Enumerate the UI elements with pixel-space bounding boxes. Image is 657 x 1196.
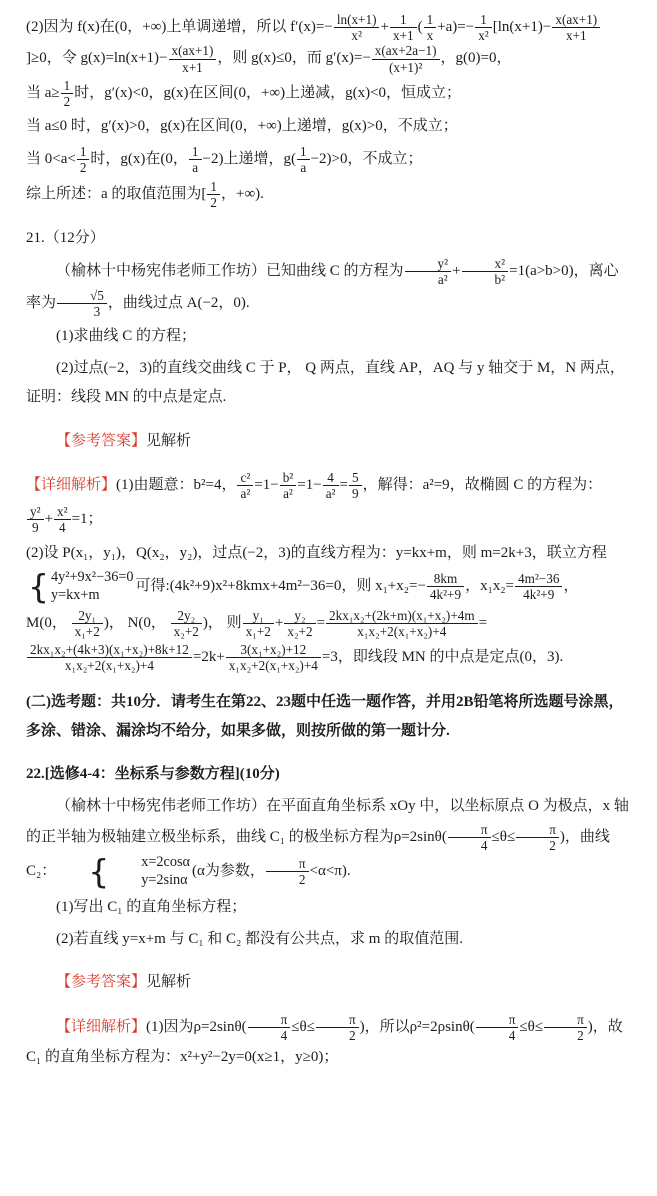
fraction: $\frac{8km}{\text{4k²+9}}$ [427,571,464,602]
fraction: $\frac{1}{x}$ [424,12,437,43]
fraction: $\frac{x(ax+1)}{x+1}$ [169,43,217,74]
fraction: $\frac{5}{9}$ [349,470,362,501]
fraction: $\frac{1}{2}$ [61,78,74,109]
section2-choice-note [26,688,631,747]
prob22-statement [26,792,631,890]
fraction: $\frac{x(ax+2a-1)}{\text{(x+1)²}}$ [372,43,440,74]
prob22-analysis [26,1012,631,1073]
text-run: (1)求曲线 C 的方程； [56,327,196,344]
fraction: $\frac{\pi}{2}$ [316,1012,359,1043]
fraction: $\frac{\text{y₂}}{\text{x₂+2}}$ [284,608,315,639]
text-run: 见解析 [146,432,192,449]
fraction: $\frac{\pi}{4}$ [248,1012,291,1043]
text-run: 当 a≥ $\frac{1}{2}$ 时，g′(x)<0，g(x)在区间(0，+∞)上递减，g(x)<0，恒成立； [26,77,462,109]
text-run: M(0， $\frac{\text{2y₁}}{\text{x₁+2}}$ )， N(0， $\frac{\text{2y₂}}{\text{x₂+2}}$ )， 则 $\frac{\text{y₁}}{\text{x₁+2}}$ + $\frac{\text{y₂}}{\text{x₂+2}}$ = $\frac{\text{2kx₁x₂+(2k+m)(x₁+x₂)+4m}}{\text{x₁x₂+2(x₁+x₂)+4}}$ = [26,607,488,640]
brace-glyph: { [28,566,49,606]
prob20-step2 [26,12,631,75]
brace-glyph: { [88,851,110,891]
text-run: 见解析 [146,974,192,991]
prob20-case1 [26,78,631,109]
prob22-q1 [26,893,631,922]
answer-label: 【详细解析】 [56,1018,147,1035]
text-run: $\frac{\text{2kx₁x₂+(4k+3)(x₁+x₂)+8k+12}}{\text{x₁x₂+2(x₁+x₂)+4}}$ =2k+ $\frac{\text{3(x₁+x₂)+12}}{\text{x₁x₂+2(x₁+x₂)+4}}$ =3，即线段 MN 的中点是定点(0，3). [26,649,563,665]
prob22-header [26,760,631,789]
text-run: 21.（12分） [26,229,105,246]
prob21-analysis-part2b [26,608,631,639]
fraction: $\frac{√5}{3}$ [57,288,107,319]
fraction: $\frac{\pi}{2}$ [516,822,559,853]
prob21-q1 [26,322,631,351]
fraction: $\frac{\text{x²}}{4}$ [54,504,71,535]
equation-system: { x=2cosα y=2sinα [58,853,190,890]
text-run: (2)因为 f(x)在(0，+∞)上单调递增，所以 f′(x)=− $\frac{\ln(x+1)}{\text{x²}}$ + $\frac{1}{x+1}$ ( $\frac{1}{x}$ +a)=− $\frac{1}{\text{x²}}$ [ln(x+1)− $\frac{x(ax+1)}{x+1}$ ]≥0，令 g(x)=ln(x+1)− $\frac{x(ax+1)}{x+1}$ ，则 g(x)≤0，而 g′(x)=− $\frac{x(ax+2a-1)}{\text{(x+1)²}}$ ，g(0)=0， [26,19,601,66]
text-run: （榆林十中杨宪伟老师工作坊）在平面直角坐标系 xOy 中，以坐标原点 O 为极点，x 轴的正半轴为极轴建立极坐标系，曲线 C₁ 的极坐标方程为ρ=2sinθ( $\frac{\pi}{4}$ ≤θ≤ $\frac{\pi}{2}$ )，曲线 C₂： { x=2cosα y=2sinα (α为参数， $\frac{\pi}{2}$ <α<π). [26,798,629,891]
prob21-q2 [26,354,631,413]
prob22-q2 [26,925,631,954]
text-run: （榆林十中杨宪伟老师工作坊）已知曲线 C 的方程为 $\frac{\text{y²}}{\text{a²}}$ + $\frac{\text{x²}}{\text{b²}}$ =1(a>b>0)，离心率为 $\frac{√5}{3}$ ，曲线过点 A(−2，0). [26,256,619,319]
fraction: $\frac{\text{y²}}{9}$ [27,504,44,535]
text-run: (二)选考题：共10分．请考生在第22、23题中任选一题作答，并用2B铅笔将所选题号涂黑，多涂、错涂、漏涂均不给分，如果多做，则按所做的第一题计分. [26,693,624,739]
text-run: (2)过点(−2，3)的直线交曲线 C 于 P， Q 两点，直线 AP，AQ 与 y 轴交于 M，N 两点，证明：线段 MN 的中点是定点. [26,360,625,406]
answer-label: 【参考答案】 [56,432,147,449]
fraction: $\frac{\text{4m²−36}}{\text{4k²+9}}$ [515,571,562,602]
fraction: $\frac{\pi}{4}$ [448,822,491,853]
fraction: $\frac{1}{a}$ [297,144,310,175]
prob20-case3 [26,144,631,175]
text-run: 当 a≤0 时，g′(x)>0，g(x)在区间(0，+∞)上递增，g(x)>0，不成立； [26,118,458,135]
text-run: (1)由题意：b²=4， $\frac{\text{c²}}{\text{a²}}$ =1− $\frac{\text{b²}}{\text{a²}}$ =1− $\frac{4}{\text{a²}}$ = $\frac{5}{9}$ ，解得：a²=9，故椭圆 C 的方程为： [116,469,603,502]
fraction: $\frac{1}{2}$ [77,144,90,175]
text-run: (1)写出 C₁ 的直角坐标方程； [56,898,247,915]
fraction: $\frac{\text{2y₁}}{\text{x₁+2}}$ [72,608,103,639]
prob21-ref-answer [26,427,631,456]
fraction: $\frac{\ln(x+1)}{\text{x²}}$ [334,12,380,43]
prob21-statement [26,256,631,319]
fraction: $\frac{\text{2kx₁x₂+(4k+3)(x₁+x₂)+8k+12}}{\text{x₁x₂+2(x₁+x₂)+4}}$ [27,642,192,673]
text-run: 22.[选修4-4：坐标系与参数方程](10分) [26,766,280,783]
prob22-ref-answer [26,968,631,997]
fraction: $\frac{\text{c²}}{\text{a²}}$ [237,470,253,501]
fraction: $\frac{\pi}{2}$ [544,1012,587,1043]
prob20-conclusion [26,179,631,210]
fraction: $\frac{\pi}{4}$ [476,1012,519,1043]
text-run: $\frac{\text{y²}}{9}$ + $\frac{\text{x²}}{4}$ =1； [26,511,103,527]
answer-label: 【参考答案】 [56,974,147,991]
fraction: $\frac{\text{y²}}{\text{a²}}$ [405,256,452,287]
fraction: $\frac{\text{b²}}{\text{a²}}$ [280,470,297,501]
equation-system: { 4y²+9x²−36=0 y=kx+m [28,566,134,606]
fraction: $\frac{1}{a}$ [189,144,202,175]
answer-label: 【详细解析】 [26,477,117,494]
fraction: $\frac{1}{\text{x²}}$ [475,12,492,43]
fraction: $\frac{4}{\text{a²}}$ [323,470,339,501]
fraction: $\frac{\text{2y₂}}{\text{x₂+2}}$ [171,608,202,639]
document-body [26,12,631,1072]
text-run: (2)若直线 y=x+m 与 C₁ 和 C₂ 都没有公共点，求 m 的取值范围. [56,931,463,948]
fraction: $\frac{\text{y₁}}{\text{x₁+2}}$ [243,608,274,639]
fraction: $\frac{\text{3(x₁+x₂)+12}}{\text{x₁x₂+2(x₁+x₂)+4}}$ [226,642,321,673]
prob21-ellipse-equation [26,504,631,535]
text-run: 当 0<a< $\frac{1}{2}$ 时，g(x)在(0， $\frac{1}{a}$ −2)上递增，g( $\frac{1}{a}$ −2)>0，不成立； [26,144,423,176]
prob21-analysis-part2c [26,642,631,673]
prob21-analysis-part2a [26,539,631,605]
fraction: $\frac{1}{2}$ [207,179,220,210]
prob21-analysis-part1 [26,470,631,501]
fraction: $\frac{\pi}{2}$ [266,856,309,887]
fraction: $\frac{x(ax+1)}{x+1}$ [552,12,600,43]
text-run: (1)因为ρ=2sinθ( $\frac{\pi}{4}$ ≤θ≤ $\frac{\pi}{2}$ )，所以ρ²=2ρsinθ( $\frac{\pi}{4}$ ≤θ≤ $\frac{\pi}{2}$ )，故 C₁ 的直角坐标方程为：x²+y²−2y=0(x≥1，y≥0)； [26,1011,623,1066]
fraction: $\frac{\text{x²}}{\text{b²}}$ [462,256,509,287]
text-run: 综上所述：a 的取值范围为[ $\frac{1}{2}$ ，+∞). [26,178,264,210]
prob21-number [26,224,631,253]
text-run: (2)设 P(x₁，y₁)，Q(x₂，y₂)，过点(−2，3)的直线方程为：y=kx+m，则 m=2k+3，联立方程 { 4y²+9x²−36=0 y=kx+m 可得:(4k²+9)x²+8kmx+4m²−36=0，则 x₁+x₂=− $\frac{8km}{\text{4k²+9}}$ ，x₁x₂= $\frac{\text{4m²−36}}{\text{4k²+9}}$ ， [26,544,607,606]
fraction: $\frac{1}{x+1}$ [390,12,417,43]
prob20-case2 [26,112,631,141]
fraction: $\frac{\text{2kx₁x₂+(2k+m)(x₁+x₂)+4m}}{\text{x₁x₂+2(x₁+x₂)+4}}$ [326,608,478,639]
